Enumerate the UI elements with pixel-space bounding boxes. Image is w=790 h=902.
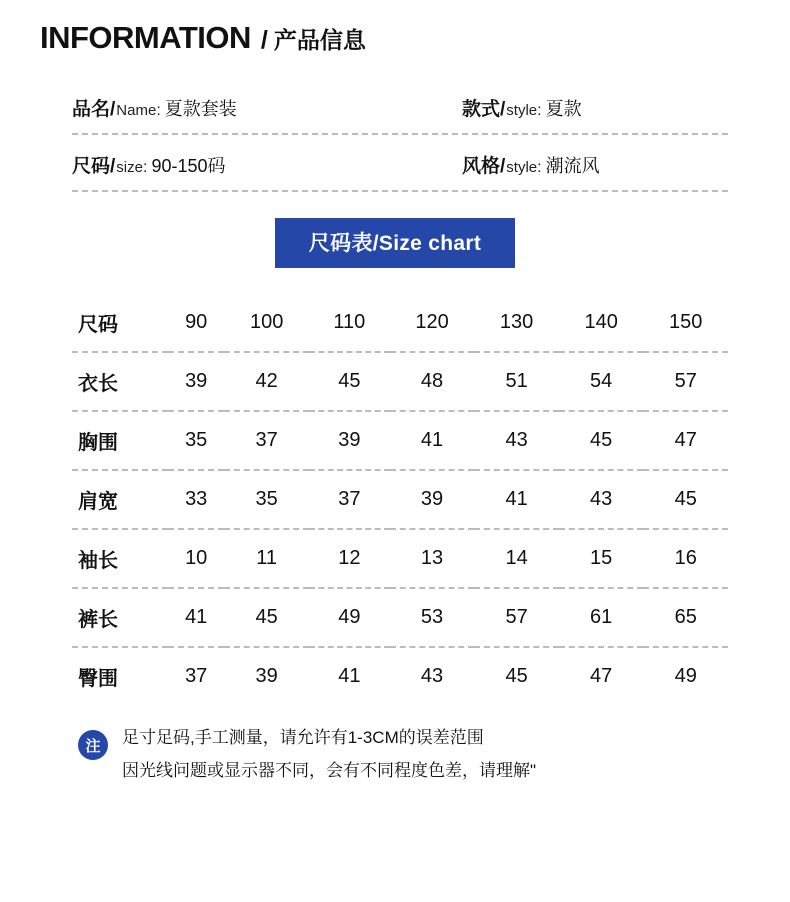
page-title-separator: / bbox=[260, 26, 268, 54]
info-field-style bbox=[462, 94, 582, 121]
notes-block bbox=[78, 729, 790, 779]
page-header bbox=[0, 0, 790, 56]
table-column-header: 120 bbox=[390, 294, 475, 352]
info-field-name bbox=[72, 94, 462, 121]
table-cell: 45 bbox=[224, 588, 309, 647]
table-cell: 37 bbox=[185, 665, 208, 687]
size-chart-table-wrap bbox=[72, 294, 728, 705]
info-label-colon: : bbox=[142, 159, 148, 176]
table-cell: 10 bbox=[168, 529, 224, 588]
info-label-colon: : bbox=[537, 159, 542, 176]
table-cell: 57 bbox=[474, 588, 559, 647]
info-label-en: style bbox=[506, 159, 538, 176]
info-value: 夏款套装 bbox=[164, 99, 237, 119]
table-cell: 12 bbox=[309, 529, 390, 588]
product-info-row bbox=[72, 94, 728, 133]
info-label-en: style bbox=[506, 102, 538, 119]
info-label-colon: : bbox=[156, 102, 161, 119]
info-value: 90-150码 bbox=[151, 156, 226, 176]
table-row-header: 裤长 bbox=[72, 588, 168, 647]
table-cell: 45 bbox=[309, 352, 390, 411]
product-info-row bbox=[72, 151, 728, 190]
info-label-cn: 品名 bbox=[72, 99, 111, 120]
info-label-cn: 尺码 bbox=[72, 156, 111, 177]
table-row bbox=[72, 411, 728, 470]
size-chart-table bbox=[72, 294, 728, 705]
table-row bbox=[72, 529, 728, 588]
table-row-header: 臀围 bbox=[78, 668, 118, 690]
table-cell: 35 bbox=[168, 411, 224, 470]
table-header-row bbox=[72, 294, 728, 352]
info-label-cn: 风格 bbox=[462, 156, 501, 177]
table-cell: 39 bbox=[309, 411, 390, 470]
info-divider bbox=[72, 190, 728, 192]
product-info-block bbox=[0, 94, 790, 192]
table-cell: 39 bbox=[390, 470, 475, 529]
info-label-colon: : bbox=[537, 102, 542, 119]
info-label-cn: 款式 bbox=[462, 99, 501, 120]
table-cell: 33 bbox=[168, 470, 224, 529]
table-cell: 43 bbox=[474, 411, 559, 470]
table-cell: 35 bbox=[224, 470, 309, 529]
table-column-header: 90 bbox=[168, 294, 224, 352]
table-cell: 39 bbox=[168, 352, 224, 411]
table-cell: 41 bbox=[474, 470, 559, 529]
table-row-header: 肩宽 bbox=[72, 470, 168, 529]
table-cell: 37 bbox=[309, 470, 390, 529]
table-column-header: 130 bbox=[474, 294, 559, 352]
table-cell: 45 bbox=[559, 411, 644, 470]
table-row-header: 袖长 bbox=[72, 529, 168, 588]
table-cell: 45 bbox=[505, 665, 528, 687]
table-row bbox=[72, 647, 728, 705]
info-label-slash: / bbox=[500, 156, 506, 177]
table-row bbox=[72, 588, 728, 647]
table-row bbox=[72, 352, 728, 411]
table-cell: 47 bbox=[643, 411, 728, 470]
table-cell: 13 bbox=[390, 529, 475, 588]
table-cell: 53 bbox=[390, 588, 475, 647]
table-row-header: 胸围 bbox=[72, 411, 168, 470]
info-label-slash: / bbox=[500, 99, 506, 120]
table-column-header: 140 bbox=[559, 294, 644, 352]
table-row bbox=[72, 470, 728, 529]
table-column-header: 150 bbox=[643, 294, 728, 352]
note-badge-icon: 注 bbox=[78, 730, 108, 760]
table-cell: 47 bbox=[590, 665, 613, 687]
info-label-en: size bbox=[116, 159, 143, 176]
info-label-slash: / bbox=[110, 99, 116, 120]
table-cell: 43 bbox=[559, 470, 644, 529]
table-cell: 54 bbox=[559, 352, 644, 411]
table-cell: 49 bbox=[309, 588, 390, 647]
table-cell: 51 bbox=[474, 352, 559, 411]
table-cell: 37 bbox=[224, 411, 309, 470]
table-cell: 57 bbox=[643, 352, 728, 411]
info-field-fashion-style bbox=[462, 151, 600, 178]
table-cell: 41 bbox=[168, 588, 224, 647]
table-cell: 43 bbox=[420, 665, 444, 687]
page-title-en: INFORMATION bbox=[40, 20, 251, 55]
page-title-cn: 产品信息 bbox=[273, 27, 366, 53]
info-field-size bbox=[72, 151, 462, 178]
table-cell: 42 bbox=[224, 352, 309, 411]
note-line: 因光线问题或显示器不同，会有不同程度色差，请理解" bbox=[122, 761, 537, 780]
table-cell: 15 bbox=[559, 529, 644, 588]
table-cell: 61 bbox=[559, 588, 644, 647]
note-line: 足寸足码,手工测量，请允许有1-3CM的误差范围 bbox=[122, 728, 484, 747]
table-row-header: 衣长 bbox=[72, 352, 168, 411]
table-cell: 65 bbox=[643, 588, 728, 647]
info-value: 夏款 bbox=[545, 99, 582, 119]
info-divider bbox=[72, 133, 728, 135]
table-cell: 49 bbox=[674, 665, 697, 687]
table-cell: 39 bbox=[255, 665, 278, 687]
table-cell: 11 bbox=[224, 529, 309, 588]
info-value: 潮流风 bbox=[545, 156, 600, 176]
table-cell: 16 bbox=[643, 529, 728, 588]
table-cell: 45 bbox=[643, 470, 728, 529]
table-cell: 41 bbox=[390, 411, 475, 470]
note-lines bbox=[122, 729, 536, 779]
info-label-en: Name bbox=[116, 102, 157, 119]
info-label-slash: / bbox=[110, 156, 116, 177]
table-column-header: 110 bbox=[309, 294, 390, 352]
table-cell: 48 bbox=[390, 352, 475, 411]
table-cell: 41 bbox=[338, 665, 361, 687]
size-chart-banner: 尺码表/Size chart bbox=[275, 218, 515, 268]
size-chart-banner-wrap bbox=[0, 218, 790, 268]
table-cell: 14 bbox=[474, 529, 559, 588]
table-row-header: 尺码 bbox=[72, 294, 168, 352]
table-column-header: 100 bbox=[224, 294, 309, 352]
